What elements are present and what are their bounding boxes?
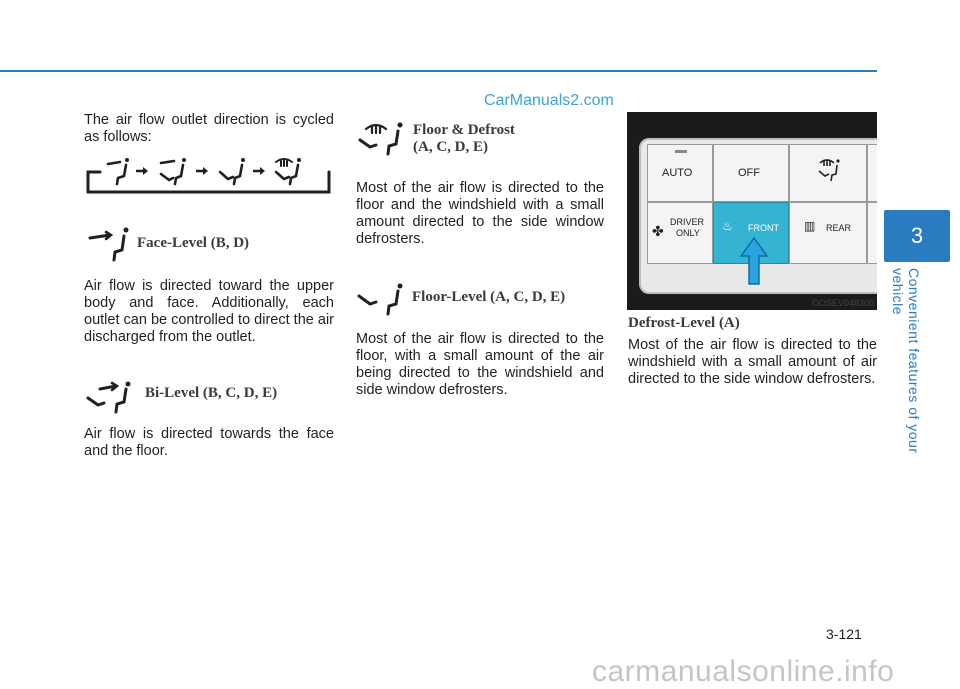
bi-level-text: Air flow is directed towards the face and the floor.	[84, 426, 334, 459]
floor-mode-icon	[220, 158, 245, 184]
panel-button-edge-2	[867, 202, 877, 264]
floor-defrost-heading-1: Floor & Defrost	[413, 122, 515, 138]
chapter-number: 3	[910, 223, 924, 248]
panel-button-edge	[867, 144, 877, 202]
face-level-icon	[88, 226, 132, 262]
header-rule	[0, 70, 877, 72]
front-label: FRONT	[748, 223, 779, 233]
driver-only-button	[647, 202, 713, 264]
watermark-bottom: carmanualsonline.info	[592, 655, 895, 688]
fan-icon: ✤	[652, 223, 664, 239]
face-mode-icon	[108, 158, 129, 184]
intro-text: The air flow outlet direction is cycled as follows:	[84, 112, 334, 145]
floor-defrost-text: Most of the air flow is directed to the floor and the windshield with a small amount directed to the side window defrosters.	[356, 180, 604, 247]
off-button	[713, 144, 789, 202]
watermark-top: CarManuals2.com	[484, 92, 614, 109]
off-label: OFF	[738, 167, 760, 179]
chapter-title: Convenient features of your vehicle	[890, 268, 922, 454]
defrost-level-heading: Defrost-Level (A)	[628, 315, 740, 331]
rear-defrost-button	[789, 202, 867, 264]
bi-level-icon	[161, 158, 186, 184]
front-defrost-icon: ♨	[722, 219, 733, 233]
climate-panel-photo	[627, 112, 877, 310]
airflow-cycle-diagram	[86, 156, 331, 196]
bi-level-heading: Bi-Level (B, C, D, E)	[145, 385, 278, 401]
auto-label: AUTO	[662, 167, 693, 179]
pointer-arrow-icon	[739, 236, 769, 286]
face-level-text: Air flow is directed toward the upper body and face. Additionally, each outlet can be controlled to direct the air discharged from the outlet.	[84, 278, 334, 345]
driver-label: DRIVER	[670, 217, 705, 227]
mode-button	[789, 144, 867, 202]
floor-level-heading: Floor-Level (A, C, D, E)	[412, 289, 566, 305]
floor-level-icon	[356, 282, 406, 316]
only-label: ONLY	[676, 228, 700, 238]
rear-label: REAR	[826, 223, 852, 233]
rear-defrost-icon: ▥	[804, 219, 816, 233]
auto-button	[647, 144, 713, 202]
bi-level-icon-large	[86, 380, 136, 414]
floor-defrost-small-icon	[816, 157, 842, 183]
page-number: 3-121	[826, 626, 862, 642]
floor-defrost-icon	[276, 158, 301, 184]
image-caption: OOSEV048305	[811, 298, 874, 308]
floor-level-text: Most of the air flow is directed to the floor, with a small amount of the air being directed to the windshield and side window defrosters.	[356, 331, 604, 398]
floor-defrost-icon-large	[356, 120, 406, 156]
defrost-level-text: Most of the air flow is directed to the windshield with a small amount of air directed to the side window defrosters.	[628, 337, 877, 387]
face-level-heading: Face-Level (B, D)	[137, 235, 250, 251]
floor-defrost-heading-2: (A, C, D, E)	[413, 139, 488, 155]
